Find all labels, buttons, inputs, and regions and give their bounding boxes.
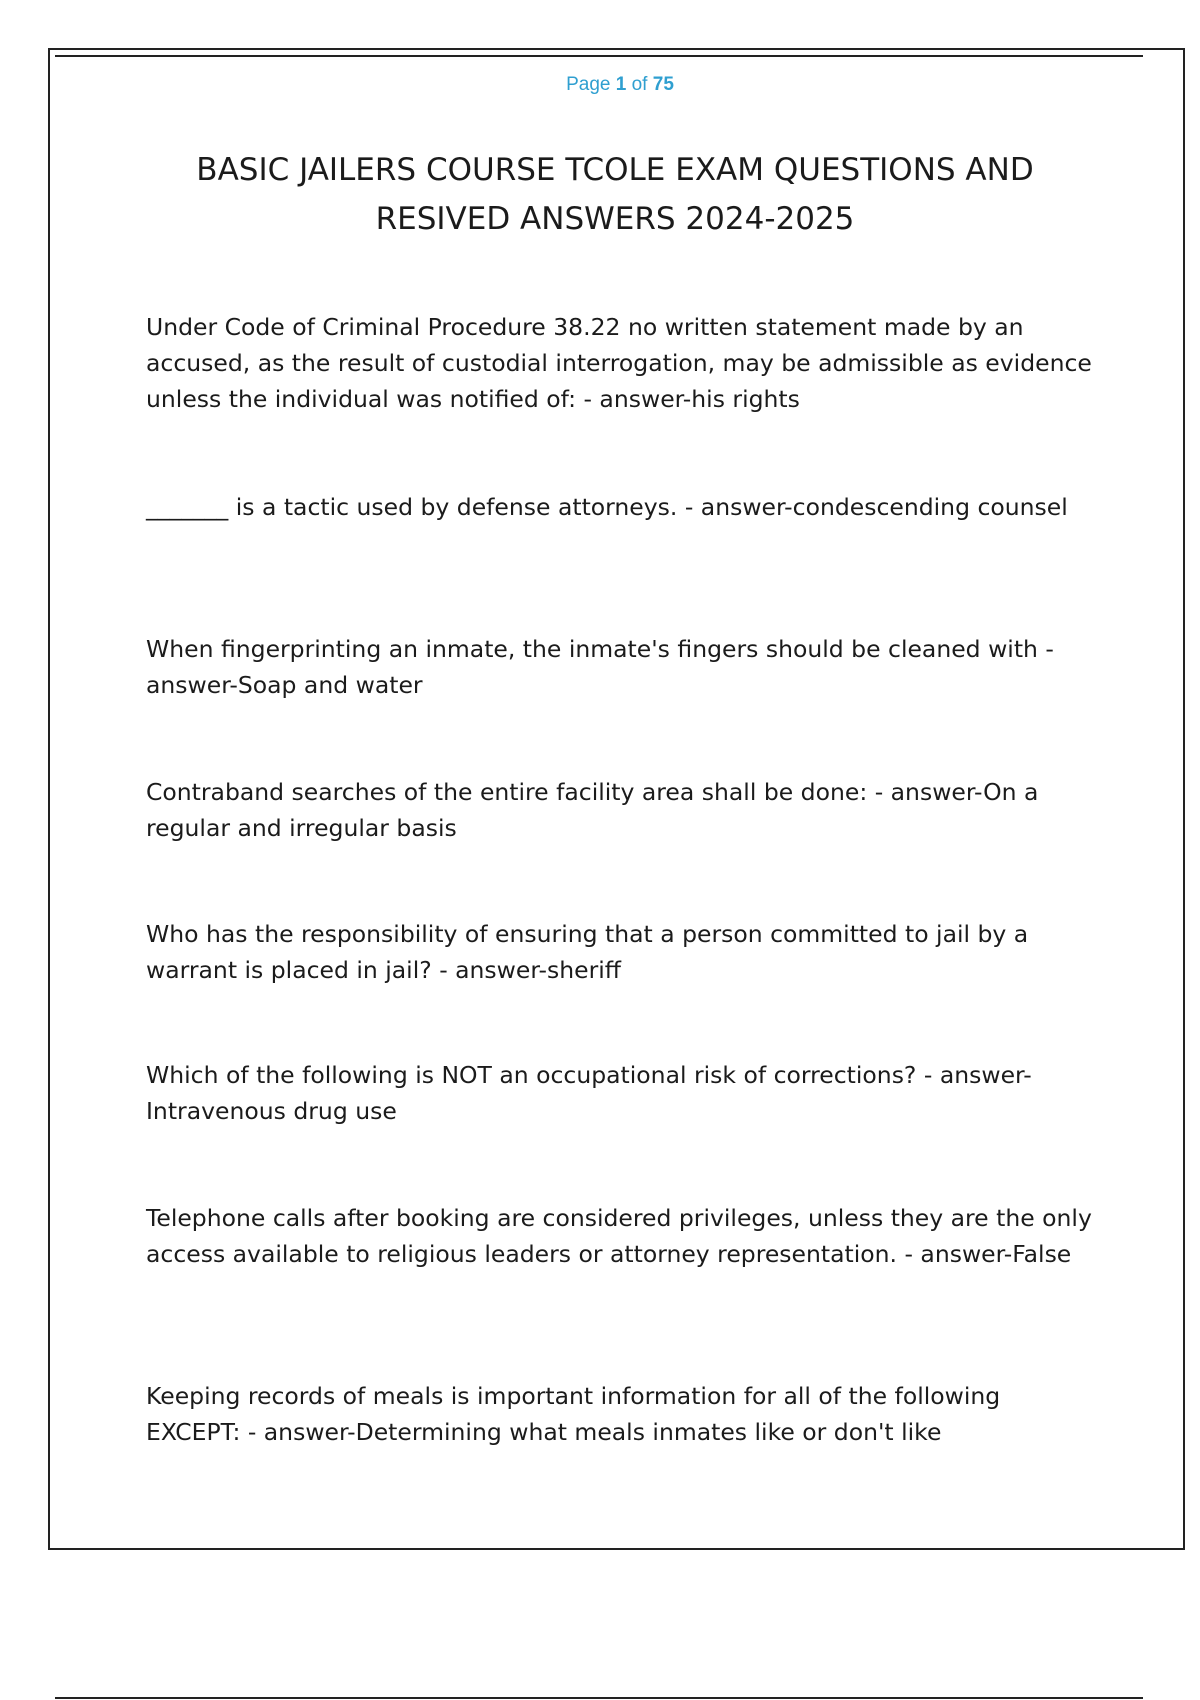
qa-item: Telephone calls after booking are considered privileges, unless they are the only access available to religious leaders or attorney representation. - answer-False (146, 1204, 1092, 1268)
document-title-line-1: BASIC JAILERS COURSE TCOLE EXAM QUESTIONS AND (196, 152, 1034, 188)
top-rule (55, 55, 1143, 57)
qa-item: Under Code of Criminal Procedure 38.22 no written statement made by an accused, as the result of custodial interrogation, may be admissible as evidence unless the individual was notified of: - answer-his rights (146, 313, 1092, 413)
document-title-line-2: RESIVED ANSWERS 2024-2025 (375, 201, 855, 237)
page-indicator (0, 74, 1200, 96)
qa-item: When fingerprinting an inmate, the inmate's fingers should be cleaned with - answer-Soap and water (146, 635, 1054, 699)
total-pages-number: 75 (652, 74, 674, 95)
page-label: Page (566, 74, 611, 95)
bottom-rule (55, 1697, 1143, 1699)
of-label: of (631, 74, 648, 95)
document-title (60, 146, 1170, 244)
qa-item: Contraband searches of the entire facility area shall be done: - answer-On a regular and irregular basis (146, 778, 1039, 842)
qa-item: Who has the responsibility of ensuring that a person committed to jail by a warrant is placed in jail? - answer-sheriff (146, 920, 1029, 984)
qa-item: _______ is a tactic used by defense attorneys. - answer-condescending counsel (146, 493, 1068, 521)
current-page-number: 1 (615, 74, 627, 95)
qa-item: Which of the following is NOT an occupational risk of corrections? - answer-Intravenous drug use (146, 1061, 1032, 1125)
qa-item: Keeping records of meals is important information for all of the following EXCEPT: - answer-Determining what meals inmates like or don't like (146, 1382, 1001, 1446)
